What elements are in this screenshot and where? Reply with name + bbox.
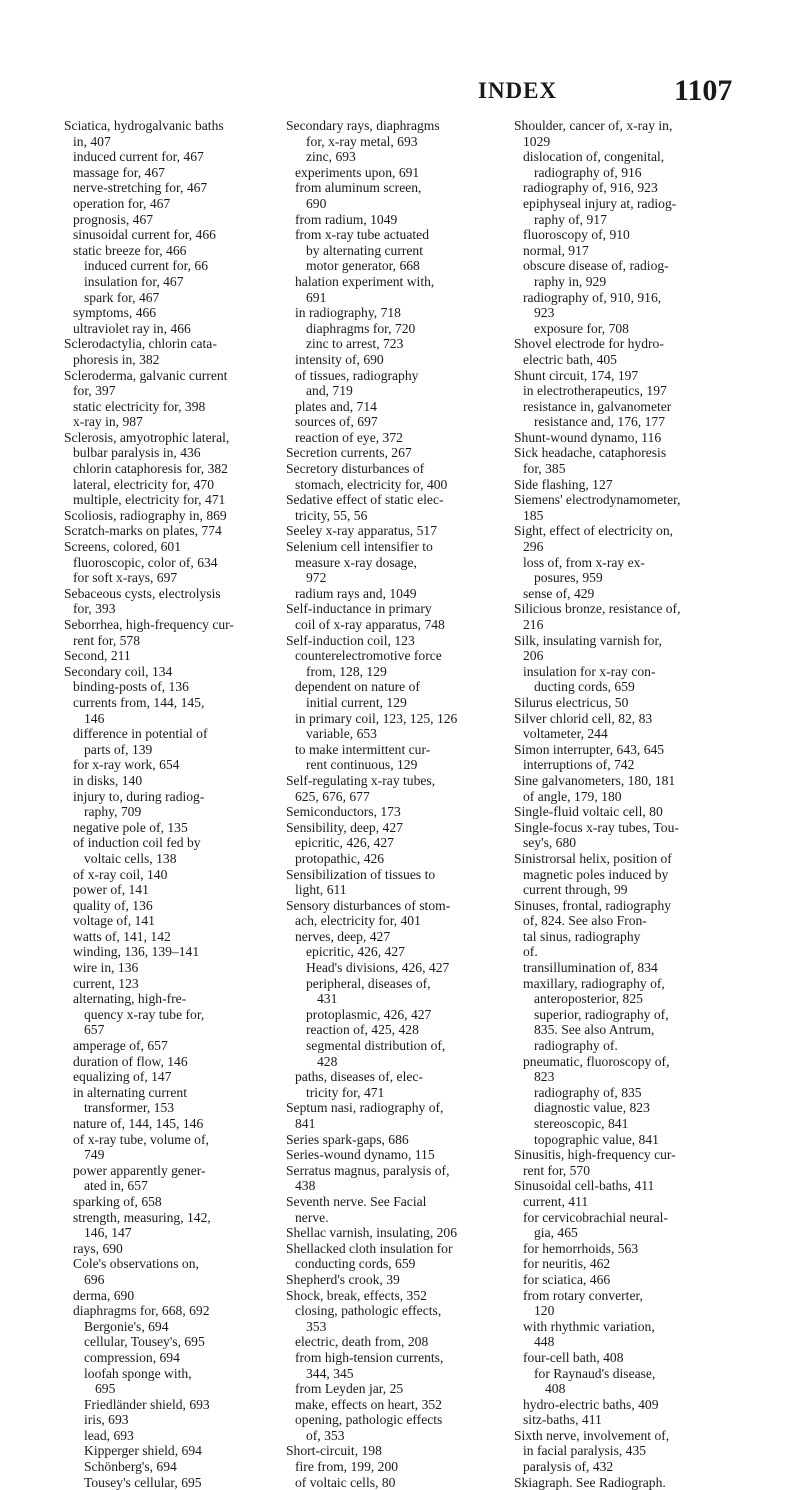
index-entry: Series-wound dynamo, 115 <box>286 1147 435 1163</box>
index-subentry: nerve-stretching for, 467 <box>73 180 208 196</box>
index-subentry: opening, pathologic effects <box>295 1412 443 1428</box>
index-entry: Sensibilization of tissues to <box>286 866 436 882</box>
index-subentry: nerves, deep, 427 <box>295 928 391 944</box>
index-subentry: stereoscopic, 841 <box>534 1116 629 1131</box>
index-subentry: paralysis of, 432 <box>523 1459 614 1475</box>
index-entry: Sight, effect of electricity on, <box>514 523 674 539</box>
index-subentry: loofah sponge with, <box>84 1365 192 1381</box>
index-subentry: currents from, 144, 145, <box>73 694 205 710</box>
index-subentry: ated in, 657 <box>84 1178 148 1194</box>
index-subentry: transformer, 153 <box>84 1100 175 1116</box>
index-subentry: radiography of, 835 <box>534 1084 642 1100</box>
index-subentry: 206 <box>523 648 544 664</box>
index-subentry: alternating, high-fre- <box>73 991 187 1007</box>
index-subentry: 408 <box>545 1381 566 1397</box>
index-subentry: in, 407 <box>73 133 111 149</box>
index-subentry: sparking of, 658 <box>73 1193 162 1209</box>
index-subentry: 185 <box>523 507 544 523</box>
index-subentry: diaphragms for, 720 <box>306 320 416 336</box>
index-entry: Self-induction coil, 123 <box>286 632 415 648</box>
index-subentry: of tissues, radiography <box>295 367 419 383</box>
index-subentry: fluoroscopy of, 910 <box>523 227 630 243</box>
index-subentry: experiments upon, 691 <box>295 164 420 180</box>
index-subentry: 344, 345 <box>306 1365 354 1381</box>
index-subentry: dependent on nature of <box>295 679 420 695</box>
index-subentry: 625, 676, 677 <box>295 788 370 804</box>
index-subentry: for, 397 <box>73 383 116 399</box>
index-subentry: for, x-ray metal, 693 <box>306 133 418 149</box>
index-subentry: lateral, electricity for, 470 <box>73 476 214 492</box>
index-subentry: from, 128, 129 <box>306 663 387 679</box>
index-subentry: rays, 690 <box>73 1240 123 1256</box>
index-subentry: derma, 690 <box>73 1287 135 1303</box>
index-subentry: radiography of, 916, 923 <box>523 180 658 196</box>
index-entry: Serratus magnus, paralysis of, <box>286 1162 450 1178</box>
index-subentry: in radiography, 718 <box>295 305 401 321</box>
index-column-1 <box>64 118 252 1490</box>
index-subentry: of angle, 179, 180 <box>523 788 622 804</box>
index-entry: Silurus electricus, 50 <box>514 694 629 710</box>
index-entry: Siemens' electrodynamometer, <box>514 492 681 508</box>
index-entry: Silicious bronze, resistance of, <box>514 601 681 617</box>
index-subentry: maxillary, radiography of, <box>523 975 665 991</box>
index-entry: Skiagraph. See Radiograph. <box>514 1474 666 1490</box>
index-entry: Shoulder, cancer of, x-ray in, <box>514 118 673 133</box>
index-subentry: power of, 141 <box>73 882 149 898</box>
index-subentry: 823 <box>534 1069 555 1085</box>
index-entry: Sebaceous cysts, electrolysis <box>64 585 221 601</box>
index-entry: Single-fluid voltaic cell, 80 <box>514 804 663 820</box>
index-subentry: cellular, Tousey's, 695 <box>84 1334 205 1350</box>
index-entry: Sixth nerve, involvement of, <box>514 1427 670 1443</box>
index-subentry: plates and, 714 <box>295 398 377 414</box>
index-subentry: anteroposterior, 825 <box>534 991 643 1007</box>
index-subentry: posures, 959 <box>534 570 603 586</box>
index-entry: Shellac varnish, insulating, 206 <box>286 1225 458 1241</box>
index-subentry: of induction coil fed by <box>73 835 201 851</box>
index-subentry: resistance in, galvanometer <box>523 398 672 414</box>
index-subentry: hydro-electric baths, 409 <box>523 1396 659 1412</box>
index-subentry: insulation for, 467 <box>84 273 184 289</box>
index-subentry: voltameter, 244 <box>523 726 608 742</box>
index-subentry: counterelectromotive force <box>295 648 442 664</box>
index-subentry: voltage of, 141 <box>73 913 155 929</box>
index-entry: Selenium cell intensifier to <box>286 539 433 555</box>
index-entry: Second, 211 <box>64 648 131 664</box>
index-entry: Scratch-marks on plates, 774 <box>64 523 222 539</box>
index-subentry: for sciatica, 466 <box>523 1271 611 1287</box>
index-subentry: for, 393 <box>73 601 116 617</box>
index-subentry: from radium, 1049 <box>295 211 398 227</box>
index-entry: Seventh nerve. See Facial <box>286 1193 427 1209</box>
index-subentry: raphy in, 929 <box>534 273 607 289</box>
index-subentry: stomach, electricity for, 400 <box>295 476 448 492</box>
index-subentry: radiography of, 910, 916, <box>523 289 662 305</box>
index-subentry: compression, 694 <box>84 1349 180 1365</box>
index-entry: Sensory disturbances of stom- <box>286 897 451 913</box>
index-subentry: radiography of. <box>534 1038 618 1054</box>
index-entry: Sick headache, cataphoresis <box>514 445 667 461</box>
index-subentry: 835. See also Antrum, <box>534 1022 655 1038</box>
index-subentry: ducting cords, 659 <box>534 679 635 695</box>
index-subentry: sitz-baths, 411 <box>523 1412 602 1428</box>
index-entry: Sinistrorsal helix, position of <box>514 850 672 866</box>
index-subentry: exposure for, 708 <box>534 320 629 336</box>
index-subentry: make, effects on heart, 352 <box>295 1396 442 1412</box>
index-entry: Septum nasi, radiography of, <box>286 1100 444 1116</box>
index-subentry: 657 <box>84 1022 105 1038</box>
index-subentry: variable, 653 <box>306 726 377 742</box>
index-subentry: loss of, from x-ray ex- <box>523 554 645 570</box>
index-column-3 <box>514 118 718 1490</box>
index-subentry: bulbar paralysis in, 436 <box>73 445 201 461</box>
index-subentry: 972 <box>306 570 327 586</box>
index-entry: Seeley x-ray apparatus, 517 <box>286 523 437 539</box>
index-subentry: 353 <box>306 1318 327 1334</box>
index-subentry: for soft x-rays, 697 <box>73 570 178 586</box>
running-title: INDEX <box>478 78 558 103</box>
index-entry: Sinuses, frontal, radiography <box>514 897 672 913</box>
index-subentry: 691 <box>306 289 327 305</box>
index-subentry: Cole's observations on, <box>73 1256 199 1272</box>
index-subentry: 695 <box>95 1381 116 1397</box>
index-subentry: Tousey's cellular, 695 <box>84 1474 202 1490</box>
index-subentry: voltaic cells, 138 <box>84 850 177 866</box>
index-subentry: sources of, 697 <box>295 414 378 430</box>
page-header <box>0 74 800 114</box>
index-subentry: halation experiment with, <box>295 273 435 289</box>
index-subentry: sinusoidal current for, 466 <box>73 227 216 243</box>
index-subentry: from aluminum screen, <box>295 180 422 196</box>
index-subentry: phoresis in, 382 <box>73 351 160 367</box>
index-entry: Shunt circuit, 174, 197 <box>514 367 639 383</box>
index-subentry: obscure disease of, radiog- <box>523 258 669 274</box>
index-subentry: rent continuous, 129 <box>306 757 418 773</box>
index-subentry: measure x-ray dosage, <box>295 554 417 570</box>
index-entry: Sciatica, hydrogalvanic baths <box>64 118 224 133</box>
index-subentry: negative pole of, 135 <box>73 819 188 835</box>
index-subentry: in electrotherapeutics, 197 <box>523 383 667 399</box>
index-entry: Silver chlorid cell, 82, 83 <box>514 710 653 726</box>
index-subentry: dislocation of, congenital, <box>523 149 665 165</box>
index-subentry: massage for, 467 <box>73 164 165 180</box>
index-subentry: radium rays and, 1049 <box>295 585 417 601</box>
index-entry: Self-inductance in primary <box>286 601 432 617</box>
index-subentry: winding, 136, 139–141 <box>73 944 200 960</box>
index-subentry: current through, 99 <box>523 882 628 898</box>
index-subentry: rent for, 570 <box>523 1162 591 1178</box>
index-subentry: epicritic, 426, 427 <box>306 944 405 960</box>
index-subentry: spark for, 467 <box>84 289 160 305</box>
index-entry: Screens, colored, 601 <box>64 539 182 555</box>
index-subentry: reaction of, 425, 428 <box>306 1022 419 1038</box>
index-subentry: intensity of, 690 <box>295 351 384 367</box>
page-number: 1107 <box>674 74 733 107</box>
index-entry: Single-focus x-ray tubes, Tou- <box>514 819 679 835</box>
index-subentry: electric bath, 405 <box>523 351 617 367</box>
index-subentry: Bergonie's, 694 <box>84 1318 169 1334</box>
index-subentry: quency x-ray tube for, <box>84 1006 205 1022</box>
index-entry: Scoliosis, radiography in, 869 <box>64 507 227 523</box>
index-subentry: from x-ray tube actuated <box>295 227 429 243</box>
index-subentry: prognosis, 467 <box>73 211 154 227</box>
index-subentry: diaphragms for, 668, 692 <box>73 1303 210 1319</box>
index-subentry: of. <box>523 944 538 960</box>
index-subentry: reaction of eye, 372 <box>295 429 403 445</box>
index-entry: Sedative effect of static elec- <box>286 492 444 508</box>
index-subentry: for Raynaud's disease, <box>534 1365 656 1381</box>
index-subentry: topographic value, 841 <box>534 1131 659 1147</box>
index-subentry: in facial paralysis, 435 <box>523 1443 647 1459</box>
index-subentry: gia, 465 <box>534 1225 578 1241</box>
index-subentry: ultraviolet ray in, 466 <box>73 320 191 336</box>
index-subentry: epicritic, 426, 427 <box>295 835 394 851</box>
index-subentry: peripheral, diseases of, <box>306 975 431 991</box>
index-subentry: zinc to arrest, 723 <box>306 336 404 352</box>
index-subentry: interruptions of, 742 <box>523 757 635 773</box>
index-entry: Sclerodactylia, chlorin cata- <box>64 336 217 352</box>
index-subentry: 431 <box>317 991 338 1007</box>
index-subentry: superior, radiography of, <box>534 1006 669 1022</box>
index-subentry: Head's divisions, 426, 427 <box>306 960 450 976</box>
index-subentry: nature of, 144, 145, 146 <box>73 1116 204 1131</box>
index-subentry: of x-ray coil, 140 <box>73 866 168 882</box>
index-subentry: in primary coil, 123, 125, 126 <box>295 710 458 726</box>
index-subentry: to make intermittent cur- <box>295 741 431 757</box>
index-subentry: power apparently gener- <box>73 1162 206 1178</box>
index-entry: Shock, break, effects, 352 <box>286 1287 427 1303</box>
index-subentry: iris, 693 <box>84 1412 129 1428</box>
index-subentry: symptoms, 466 <box>73 305 157 321</box>
index-subentry: for cervicobrachial neural- <box>523 1209 668 1225</box>
index-subentry: insulation for x-ray con- <box>523 663 656 679</box>
index-subentry: tal sinus, radiography <box>523 928 641 944</box>
index-subentry: 120 <box>534 1303 555 1319</box>
index-subentry: watts of, 141, 142 <box>73 928 171 944</box>
index-entry: Shovel electrode for hydro- <box>514 336 664 352</box>
index-entry: Series spark-gaps, 686 <box>286 1131 409 1147</box>
index-entry: Side flashing, 127 <box>514 476 613 492</box>
index-subentry: with rhythmic variation, <box>523 1318 655 1334</box>
index-entry: Seborrhea, high-frequency cur- <box>64 617 234 632</box>
index-entry: Short-circuit, 198 <box>286 1443 382 1459</box>
index-subentry: 216 <box>523 617 544 632</box>
index-subentry: 1029 <box>523 133 551 149</box>
index-subentry: tricity for, 471 <box>306 1084 385 1100</box>
index-subentry: 438 <box>295 1178 316 1194</box>
index-subentry: in disks, 140 <box>73 772 143 788</box>
index-subentry: of x-ray tube, volume of, <box>73 1131 209 1147</box>
index-subentry: 690 <box>306 195 327 211</box>
index-subentry: for hemorrhoids, 563 <box>523 1240 639 1256</box>
index-subentry: lead, 693 <box>84 1427 134 1443</box>
index-subentry: 146, 147 <box>84 1225 132 1241</box>
index-subentry: raphy, 709 <box>84 804 142 820</box>
index-subentry: tricity, 55, 56 <box>295 507 368 523</box>
index-subentry: diagnostic value, 823 <box>534 1100 650 1116</box>
index-entry: Shunt-wound dynamo, 116 <box>514 429 662 445</box>
index-subentry: coil of x-ray apparatus, 748 <box>295 617 445 632</box>
index-subentry: protoplasmic, 426, 427 <box>306 1006 432 1022</box>
index-subentry: epiphyseal injury at, radiog- <box>523 195 677 211</box>
index-subentry: 448 <box>534 1334 555 1350</box>
index-entry: Sinusitis, high-frequency cur- <box>514 1147 676 1163</box>
index-subentry: 696 <box>84 1271 105 1287</box>
index-subentry: for neuritis, 462 <box>523 1256 611 1272</box>
index-subentry: by alternating current <box>306 242 424 258</box>
index-subentry: electric, death from, 208 <box>295 1334 429 1350</box>
index-subentry: of, 824. See also Fron- <box>523 913 647 929</box>
index-entry: Shepherd's crook, 39 <box>286 1271 400 1287</box>
index-subentry: static electricity for, 398 <box>73 398 206 414</box>
index-subentry: Friedländer shield, 693 <box>84 1396 210 1412</box>
index-subentry: from Leyden jar, 25 <box>295 1381 404 1397</box>
index-subentry: closing, pathologic effects, <box>295 1303 442 1319</box>
index-subentry: parts of, 139 <box>84 741 153 757</box>
index-subentry: radiography of, 916 <box>534 164 642 180</box>
index-subentry: for x-ray work, 654 <box>73 757 180 773</box>
index-subentry: zinc, 693 <box>306 149 356 165</box>
index-subentry: raphy of, 917 <box>534 211 607 227</box>
index-subentry: 749 <box>84 1147 105 1163</box>
index-subentry: segmental distribution of, <box>306 1038 446 1054</box>
index-subentry: x-ray in, 987 <box>73 414 143 430</box>
index-subentry: motor generator, 668 <box>306 258 420 274</box>
index-subentry: from high-tension currents, <box>295 1349 444 1365</box>
index-subentry: multiple, electricity for, 471 <box>73 492 226 508</box>
index-entry: Shellacked cloth insulation for <box>286 1240 453 1256</box>
index-subentry: binding-posts of, 136 <box>73 679 189 695</box>
index-subentry: of voltaic cells, 80 <box>295 1474 396 1490</box>
index-subentry: ach, electricity for, 401 <box>295 913 421 929</box>
index-subentry: strength, measuring, 142, <box>73 1209 211 1225</box>
index-entry: Semiconductors, 173 <box>286 804 401 820</box>
index-subentry: duration of flow, 146 <box>73 1053 188 1069</box>
index-subentry: light, 611 <box>295 882 347 898</box>
index-subentry: sense of, 429 <box>523 585 595 601</box>
index-subentry: Schönberg's, 694 <box>84 1459 177 1475</box>
index-subentry: injury to, during radiog- <box>73 788 205 804</box>
index-subentry: induced current for, 467 <box>73 149 204 165</box>
index-subentry: fire from, 199, 200 <box>295 1459 399 1475</box>
index-entry: Sclerosis, amyotrophic lateral, <box>64 429 230 445</box>
index-entry: Self-regulating x-ray tubes, <box>286 772 436 788</box>
index-subentry: magnetic poles induced by <box>523 866 669 882</box>
index-subentry: 923 <box>534 305 555 321</box>
index-column-2 <box>286 118 486 1490</box>
index-subentry: 428 <box>317 1053 338 1069</box>
index-subentry: of, 353 <box>306 1427 345 1443</box>
index-subentry: amperage of, 657 <box>73 1038 168 1054</box>
index-subentry: current, 411 <box>523 1193 589 1209</box>
index-subentry: current, 123 <box>73 975 139 991</box>
index-subentry: fluoroscopic, color of, 634 <box>73 554 218 570</box>
index-subentry: induced current for, 66 <box>84 258 209 274</box>
index-entry: Silk, insulating varnish for, <box>514 632 662 648</box>
index-entry: Secretory disturbances of <box>286 461 425 477</box>
index-subentry: pneumatic, fluoroscopy of, <box>523 1053 670 1069</box>
index-subentry: for, 385 <box>523 461 566 477</box>
index-subentry: resistance and, 176, 177 <box>534 414 665 430</box>
index-subentry: equalizing of, 147 <box>73 1069 172 1085</box>
index-entry: Sine galvanometers, 180, 181 <box>514 772 676 788</box>
index-subentry: operation for, 467 <box>73 195 171 211</box>
index-subentry: normal, 917 <box>523 242 589 258</box>
index-subentry: protopathic, 426 <box>295 850 385 866</box>
index-subentry: 841 <box>295 1116 316 1131</box>
index-subentry: four-cell bath, 408 <box>523 1349 624 1365</box>
index-entry: Scleroderma, galvanic current <box>64 367 228 383</box>
index-subentry: rent for, 578 <box>73 632 141 648</box>
index-subentry: sey's, 680 <box>523 835 577 851</box>
index-subentry: from rotary converter, <box>523 1287 643 1303</box>
index-subentry: 296 <box>523 539 544 555</box>
index-subentry: paths, diseases of, elec- <box>295 1069 423 1085</box>
index-entry: Simon interrupter, 643, 645 <box>514 741 665 757</box>
index-subentry: initial current, 129 <box>306 694 407 710</box>
index-subentry: wire in, 136 <box>73 960 139 976</box>
index-subentry: Kipperger shield, 694 <box>84 1443 202 1459</box>
index-entry: Sinusoidal cell-baths, 411 <box>514 1178 655 1194</box>
index-subentry: quality of, 136 <box>73 897 153 913</box>
index-subentry: nerve. <box>295 1209 329 1225</box>
index-entry: Secondary coil, 134 <box>64 663 173 679</box>
index-entry: Secretion currents, 267 <box>286 445 412 461</box>
index-subentry: 146 <box>84 710 105 726</box>
index-subentry: in alternating current <box>73 1084 187 1100</box>
index-entry: Sensibility, deep, 427 <box>286 819 403 835</box>
index-subentry: conducting cords, 659 <box>295 1256 416 1272</box>
index-subentry: and, 719 <box>306 383 353 399</box>
index-subentry: difference in potential of <box>73 726 208 742</box>
index-subentry: static breeze for, 466 <box>73 242 187 258</box>
index-subentry: transillumination of, 834 <box>523 960 658 976</box>
index-entry: Secondary rays, diaphragms <box>286 118 440 133</box>
index-subentry: chlorin cataphoresis for, 382 <box>73 461 228 477</box>
